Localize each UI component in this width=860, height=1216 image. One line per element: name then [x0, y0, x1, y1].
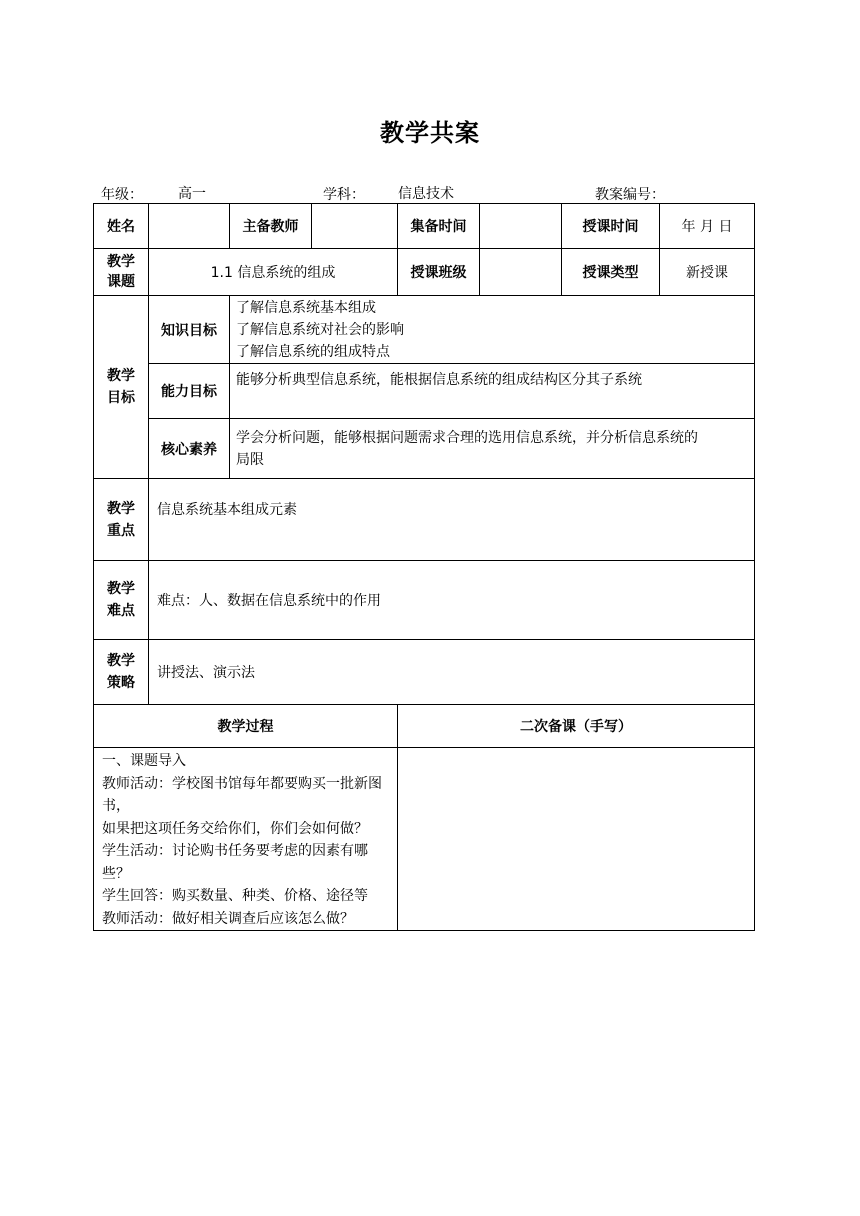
lead-teacher-value [312, 204, 398, 249]
document-title: 教学共案 [380, 119, 480, 147]
prep-time-value [480, 204, 562, 249]
notes-content [398, 748, 755, 931]
prep-time-label: 集备时间 [398, 204, 480, 249]
key-points-label: 教学 重点 [94, 479, 149, 561]
plan-number-field [595, 184, 749, 204]
topic-row [94, 249, 755, 296]
process-header-row [94, 705, 755, 748]
literacy-goal-row [94, 419, 755, 479]
ability-goal-row [94, 364, 755, 419]
process-content [94, 748, 398, 931]
name-value [149, 204, 230, 249]
strategy-text: 讲授法、演示法 [149, 640, 755, 705]
difficulties-text: 难点：人、数据在信息系统中的作用 [149, 561, 755, 640]
process-line: 教师活动：学校图书馆每年都要购买一批新图书， [102, 775, 382, 814]
plan-number-value [665, 186, 749, 204]
knowledge-goal-item: 了解信息系统基本组成 [236, 299, 376, 316]
difficulties-label: 教学 难点 [94, 561, 149, 640]
class-time-value: 年 月 日 [660, 204, 755, 249]
lesson-type-value: 新授课 [660, 249, 755, 296]
knowledge-goal-list [230, 296, 755, 364]
grade-value: 高一 [143, 186, 241, 204]
knowledge-goal-row [94, 296, 755, 364]
strategy-row [94, 640, 755, 705]
knowledge-goal-item: 了解信息系统对社会的影响 [236, 321, 404, 338]
process-line: 如果把这项任务交给你们，你们会如何做？ [102, 820, 368, 837]
topic-value: 1.1 信息系统的组成 [149, 249, 398, 296]
process-header: 教学过程 [94, 705, 398, 748]
topic-label: 教学 课题 [94, 249, 149, 296]
ability-goal-label: 能力目标 [149, 364, 230, 419]
process-line: 教师活动：做好相关调查后应该怎么做？ [102, 910, 354, 927]
key-points-row [94, 479, 755, 561]
plan-number-label: 教案编号： [595, 187, 665, 203]
literacy-goal-text: 学会分析问题，能够根据问题需求合理的选用信息系统，并分析信息系统的 局限 [230, 419, 755, 479]
subject-value: 信息技术 [365, 186, 487, 204]
strategy-label: 教学 策略 [94, 640, 149, 705]
notes-header: 二次备课（手写） [398, 705, 755, 748]
key-points-text: 信息系统基本组成元素 [149, 479, 755, 561]
lesson-type-label: 授课类型 [562, 249, 660, 296]
goals-label: 教学 目标 [94, 296, 149, 479]
process-line: 学生活动：讨论购书任务要考虑的因素有哪些？ [102, 843, 368, 882]
subject-label: 学科： [323, 187, 365, 203]
info-row [94, 204, 755, 249]
grade-label: 年级： [101, 187, 143, 203]
process-content-row [94, 748, 755, 931]
lesson-plan-table [93, 203, 755, 931]
ability-goal-text: 能够分析典型信息系统，能根据信息系统的组成结构区分其子系统 [230, 364, 755, 419]
knowledge-goal-item: 了解信息系统的组成特点 [236, 343, 390, 360]
name-label: 姓名 [94, 204, 149, 249]
process-line: 一、课题导入 [102, 753, 186, 769]
class-time-label: 授课时间 [562, 204, 660, 249]
class-value [480, 249, 562, 296]
grade-field [101, 184, 241, 204]
lead-teacher-label: 主备教师 [230, 204, 312, 249]
class-label: 授课班级 [398, 249, 480, 296]
difficulties-row [94, 561, 755, 640]
subject-field [323, 184, 487, 204]
literacy-goal-label: 核心素养 [149, 419, 230, 479]
process-line: 学生回答：购买数量、种类、价格、途径等 [102, 888, 368, 904]
knowledge-goal-label: 知识目标 [149, 296, 230, 364]
